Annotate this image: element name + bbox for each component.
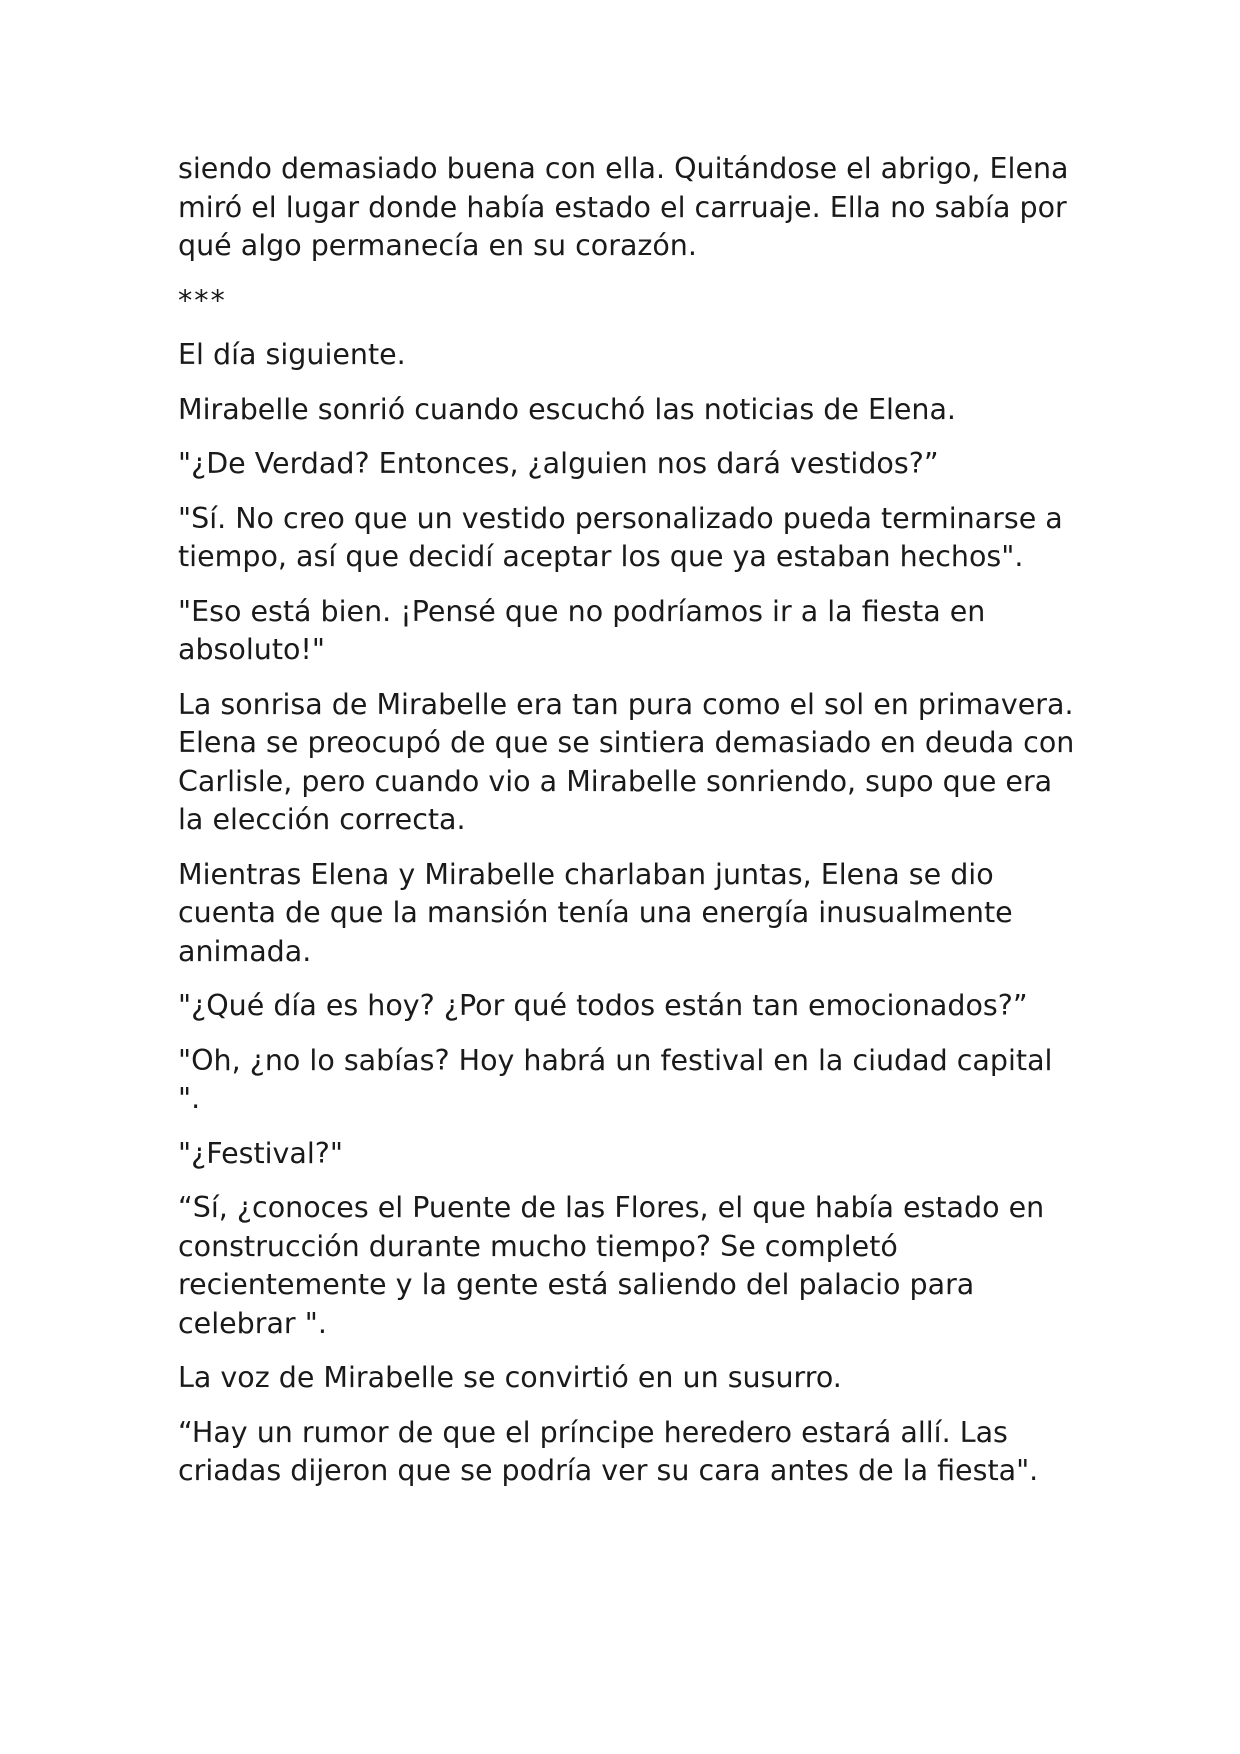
dialogue-paragraph: "Eso está bien. ¡Pensé que no podríamos ir a la fiesta en absoluto!" xyxy=(178,594,986,666)
dialogue-paragraph: "Oh, ¿no lo sabías? Hoy habrá un festival en la ciudad capital ". xyxy=(178,1043,1053,1115)
paragraph: Mientras Elena y Mirabelle charlaban juntas, Elena se dio cuenta de que la mansión tenía una energía inusualmente animada. xyxy=(178,857,1013,968)
dialogue-paragraph: "Sí. No creo que un vestido personalizado pueda terminarse a tiempo, así que decidí aceptar los que ya estaban hechos". xyxy=(178,501,1063,573)
dialogue-paragraph: "¿Qué día es hoy? ¿Por qué todos están tan emocionados?” xyxy=(178,989,1028,1022)
dialogue-paragraph: "¿De Verdad? Entonces, ¿alguien nos dará vestidos?” xyxy=(178,447,939,480)
paragraph: siendo demasiado buena con ella. Quitándose el abrigo, Elena miró el lugar donde había estado el carruaje. Ella no sabía por qué algo permanecía en su corazón. xyxy=(178,152,1069,262)
paragraph: El día siguiente. xyxy=(178,338,406,371)
scene-separator: *** xyxy=(178,283,227,317)
paragraph: Mirabelle sonrió cuando escuchó las noticias de Elena. xyxy=(178,392,956,426)
paragraph: La voz de Mirabelle se convirtió en un susurro. xyxy=(178,1361,842,1394)
dialogue-paragraph: “Sí, ¿conoces el Puente de las Flores, el que había estado en construcción durante mucho tiempo? Se completó recientemente y la gente está saliendo del palacio para celebrar ". xyxy=(178,1191,1045,1340)
dialogue-paragraph: "¿Festival?" xyxy=(178,1136,344,1170)
dialogue-paragraph: “Hay un rumor de que el príncipe heredero estará allí. Las criadas dijeron que se podría ver su cara antes de la fiesta". xyxy=(178,1415,1039,1487)
paragraph: La sonrisa de Mirabelle era tan pura como el sol en primavera. Elena se preocupó de que se sintiera demasiado en deuda con Carlisle, pero cuando vio a Mirabelle sonriendo, supo que era la elección correcta. xyxy=(178,687,1075,836)
document-body xyxy=(178,150,1078,1507)
